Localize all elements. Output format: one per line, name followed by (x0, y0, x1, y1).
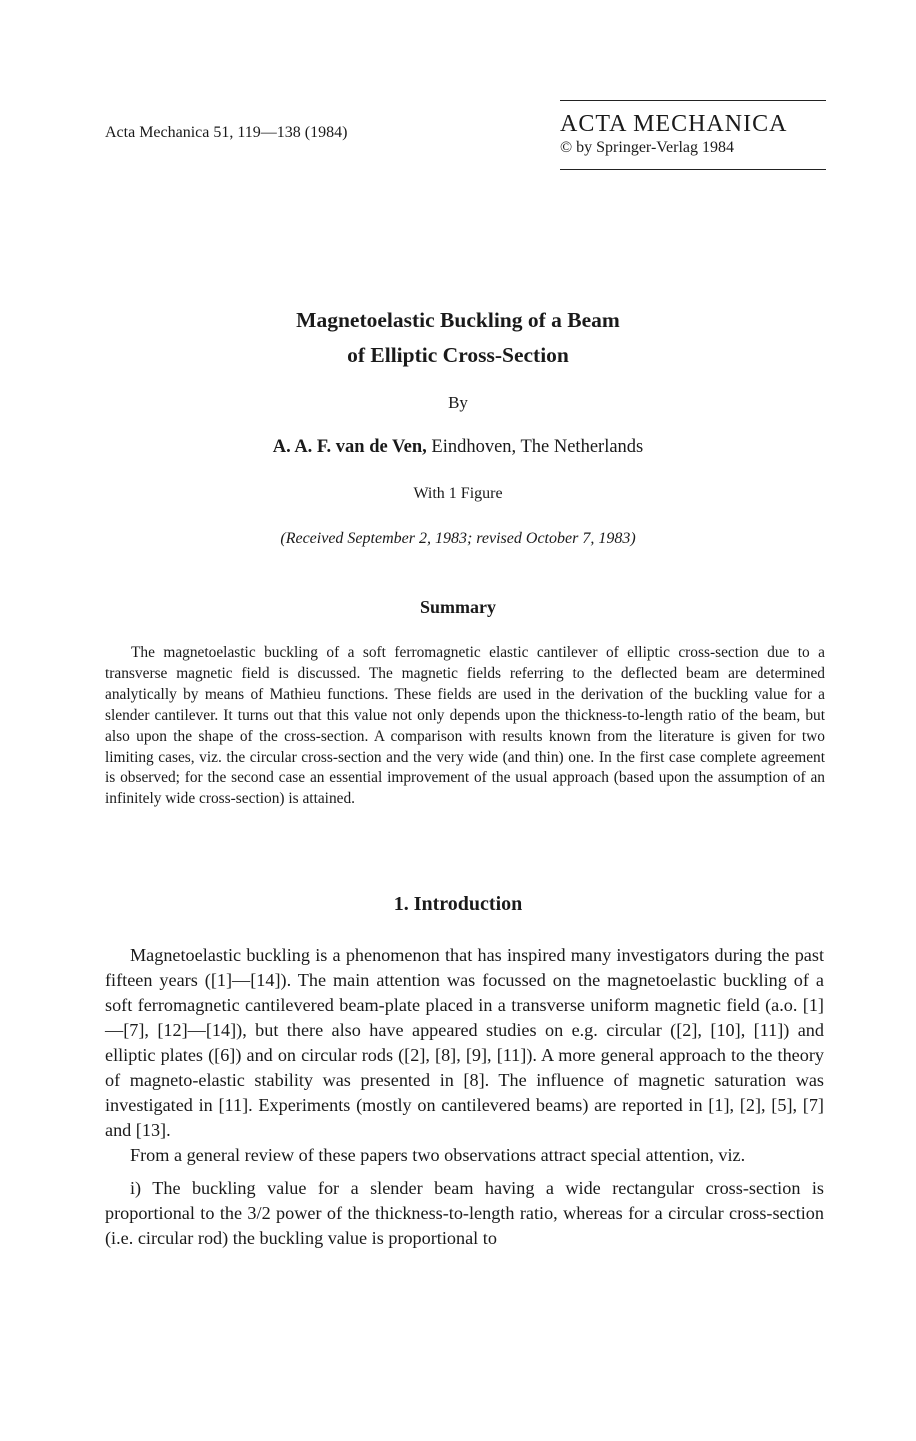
paper-title (0, 303, 916, 373)
summary-text: The magnetoelastic buckling of a soft ferromagnetic elastic cantilever of elliptic cross-section due to a transverse magnetic field is discussed. The magnetic fields referring to the deflected beam are determined analytically by means of Mathieu functions. These fields are used in the derivation of the buckling value for a slender cantilever. It turns out that this value not only depends upon the thickness-to-length ratio of the beam, but also upon the shape of the cross-section. A comparison with results known from the literature is given for two limiting cases, viz. the circular cross-section and the very wide (and thin) one. In the first case complete agreement is observed; for the second case an essential improvement of the usual approach (based upon the assumption of an infinitely wide cross-section) is attained. (105, 644, 825, 808)
author-name: A. A. F. van de Ven, (272, 437, 427, 457)
journal-name: ACTA MECHANICA (560, 111, 788, 137)
summary-heading: Summary (420, 597, 496, 617)
journal-citation: Acta Mechanica 51, 119—138 (1984) (105, 124, 348, 141)
publisher-copyright: © by Springer-Verlag 1984 (560, 139, 735, 156)
journal-masthead (560, 100, 826, 170)
title-line-1: Magnetoelastic Buckling of a Beam (296, 308, 620, 332)
introduction-body (105, 943, 824, 1251)
by-label: By (448, 393, 468, 412)
figure-count: With 1 Figure (413, 485, 503, 502)
received-dates: (Received September 2, 1983; revised October 7, 1983) (280, 530, 636, 547)
intro-paragraph-1: Magnetoelastic buckling is a phenomenon that has inspired many investigators during the past fifteen years ([1]—[14]). The main attention was focussed on the magnetoelastic buckling of a soft ferromagnetic cantilevered beam-plate placed in a transverse uniform magnetic field (a.o. [1]—[7], [12]—[14]), but there also have appeared studies on e.g. circular ([2], [10], [11]) and elliptic plates ([6]) and on circular rods ([2], [8], [9], [11]). A more general approach to the theory of magneto-elastic stability was presented in [8]. The influence of magnetic saturation was investigated in [11]. Experiments (mostly on cantilevered beams) are reported in [1], [2], [5], [7] and [13]. (105, 945, 824, 1140)
title-line-2: of Elliptic Cross-Section (347, 343, 569, 367)
introduction-heading: 1. Introduction (393, 893, 523, 915)
intro-paragraph-2: From a general review of these papers two observations attract special attention, viz. (130, 1145, 746, 1165)
intro-paragraph-3: i) The buckling value for a slender beam having a wide rectangular cross-section is proportional to the 3/2 power of the thickness-to-length ratio, whereas for a circular cross-section (i.e. circular rod) the buckling value is proportional to (105, 1178, 824, 1248)
author-line (0, 437, 916, 458)
author-affiliation: Eindhoven, The Netherlands (426, 437, 644, 457)
